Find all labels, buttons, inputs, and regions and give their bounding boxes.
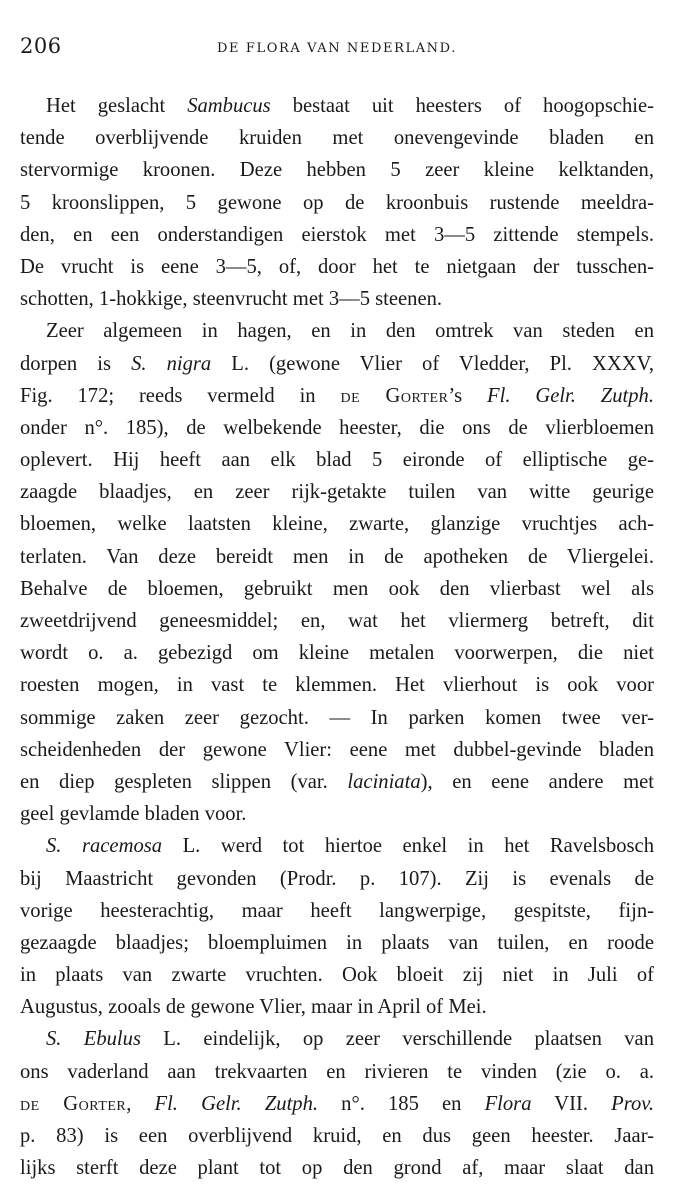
- italic-text: S. nigra: [131, 352, 212, 375]
- text-line: [20, 412, 654, 444]
- text-run: schotten, 1-hokkige, steenvrucht met 3—5 steenen.: [20, 288, 443, 311]
- text-run: VII.: [531, 1092, 612, 1115]
- text-run: ons vaderland aan trekvaarten en rivieren te vinden (zie o. a.: [20, 1060, 654, 1083]
- italic-text: Flora: [484, 1092, 532, 1115]
- italic-text: Fl. Gelr. Zutph.: [154, 1092, 319, 1115]
- text-line: [20, 251, 654, 283]
- text-run: bloemen, welke laatsten kleine, zwarte, glanzige vruchtjes ach-: [20, 513, 654, 536]
- text-run: gezaagde blaadjes; bloempluimen in plaats van tuilen, en roode: [20, 931, 654, 954]
- text-run: Het geslacht: [46, 95, 188, 117]
- text-run: onder n°. 185), de welbekende heester, die ons de vlierbloemen: [20, 416, 654, 439]
- text-run: L. (gewone Vlier of Vledder, Pl. XXXV,: [211, 352, 654, 375]
- text-line: [20, 734, 654, 766]
- text-run: zweetdrijvend geneesmiddel; en, wat het vliermerg betreft, dit: [20, 610, 654, 632]
- text-line: [20, 959, 654, 991]
- text-run: geel gevlamde bladen voor.: [20, 803, 247, 826]
- text-line: [20, 541, 654, 573]
- text-run: tende overblijvende kruiden met onevengevinde bladen en: [20, 127, 654, 150]
- italic-text: Prov.: [611, 1092, 655, 1115]
- italic-text: S. Ebulus: [46, 1028, 141, 1051]
- text-run: Augustus, zooals de gewone Vlier, maar in April of Mei.: [20, 996, 487, 1019]
- text-run: Fig. 172; reeds vermeld in: [20, 384, 341, 407]
- text-line: [20, 90, 654, 122]
- text-run: scheidenheden der gewone Vlier: eene met dubbel-gevinde bladen: [20, 738, 654, 761]
- text-line: [20, 1056, 654, 1088]
- text-line: [20, 573, 654, 605]
- text-run: en diep gespleten slippen (var.: [20, 770, 348, 793]
- text-line: [20, 380, 654, 412]
- text-run: vorige heesterachtig, maar heeft langwerpige, gespitste, fijn-: [20, 899, 654, 922]
- text-run: L. eindelijk, op zeer verschillende plaatsen van: [140, 1028, 654, 1051]
- italic-text: laciniata: [347, 770, 421, 793]
- text-line: [20, 863, 654, 895]
- page-header: [20, 28, 654, 68]
- text-line: [20, 830, 654, 862]
- text-line: [20, 444, 654, 476]
- text-line: [20, 669, 654, 701]
- text-line: [20, 508, 654, 540]
- text-line: [20, 1088, 654, 1120]
- text-line: [20, 1120, 654, 1152]
- text-run: De vrucht is eene 3—5, of, door het te nietgaan der tusschen-: [20, 255, 654, 278]
- text-line: [20, 283, 654, 315]
- text-line: [20, 154, 654, 186]
- text-line: [20, 702, 654, 734]
- italic-text: Fl. Gelr. Zutph.: [487, 384, 655, 407]
- text-run: 5 kroonslippen, 5 gewone op de kroonbuis rustende meeldra-: [20, 191, 654, 214]
- text-line: [20, 348, 654, 380]
- text-run: ), en eene andere met: [420, 770, 655, 793]
- text-run: stervormige kroonen. Deze hebben 5 zeer kleine kelktanden,: [20, 159, 654, 182]
- text-line: [20, 766, 654, 798]
- small-caps-text: de Gorter: [340, 384, 449, 407]
- text-line: [20, 476, 654, 508]
- text-run: oplevert. Hij heeft aan elk blad 5 eironde of elliptische ge-: [20, 449, 654, 472]
- text-run: ’s: [448, 384, 488, 407]
- page-number: 206: [20, 34, 62, 58]
- text-run: den, en een onderstandigen eierstok met 3—5 zittende stempels.: [20, 223, 654, 246]
- text-run: terlaten. Van deze bereidt men in de apotheken de Vliergelei.: [20, 545, 654, 568]
- text-run: bij Maastricht gevonden (Prodr. p. 107). Zij is evenals de: [20, 867, 654, 890]
- text-line: [20, 798, 654, 830]
- small-caps-text: de Gorter: [20, 1092, 127, 1115]
- body-text: [20, 90, 654, 1184]
- text-run: Zeer algemeen in hagen, en in den omtrek van steden en: [46, 320, 654, 343]
- running-title: DE FLORA VAN NEDERLAND.: [217, 41, 457, 56]
- text-line: [20, 315, 654, 347]
- text-line: [20, 637, 654, 669]
- text-line: [20, 1023, 654, 1055]
- text-run: bestaat uit heesters of hoogopschie-: [270, 95, 654, 117]
- text-run: p. 83) is een overblijvend kruid, en dus geen heester. Jaar-: [20, 1125, 654, 1147]
- text-line: [20, 1152, 654, 1184]
- text-line: [20, 895, 654, 927]
- text-run: in plaats van zwarte vruchten. Ook bloeit zij niet in Juli of: [20, 964, 654, 987]
- text-run: dorpen is: [20, 352, 132, 375]
- text-run: lijks sterft deze plant tot op den grond af, maar slaat dan: [20, 1157, 654, 1180]
- text-run: roesten mogen, in vast te klemmen. Het vlierhout is ook voor: [20, 674, 654, 697]
- italic-text: S. racemosa: [46, 835, 163, 858]
- text-line: [20, 219, 654, 251]
- italic-text: Sambucus: [187, 95, 271, 117]
- text-line: [20, 187, 654, 219]
- text-run: sommige zaken zeer gezocht. — In parken komen twee ver-: [20, 706, 654, 729]
- text-run: L. werd tot hiertoe enkel in het Ravelsbosch: [162, 835, 654, 858]
- text-run: zaagde blaadjes, en zeer rijk-getakte tuilen van witte geurige: [20, 481, 654, 504]
- text-line: [20, 605, 654, 637]
- text-run: n°. 185 en: [318, 1092, 485, 1115]
- text-run: Behalve de bloemen, gebruikt men ook den vlierbast wel als: [20, 577, 654, 600]
- text-run: wordt o. a. gebezigd om kleine metalen voorwerpen, die niet: [20, 642, 654, 665]
- text-line: [20, 122, 654, 154]
- text-line: [20, 927, 654, 959]
- text-run: ,: [126, 1092, 155, 1115]
- text-line: [20, 991, 654, 1023]
